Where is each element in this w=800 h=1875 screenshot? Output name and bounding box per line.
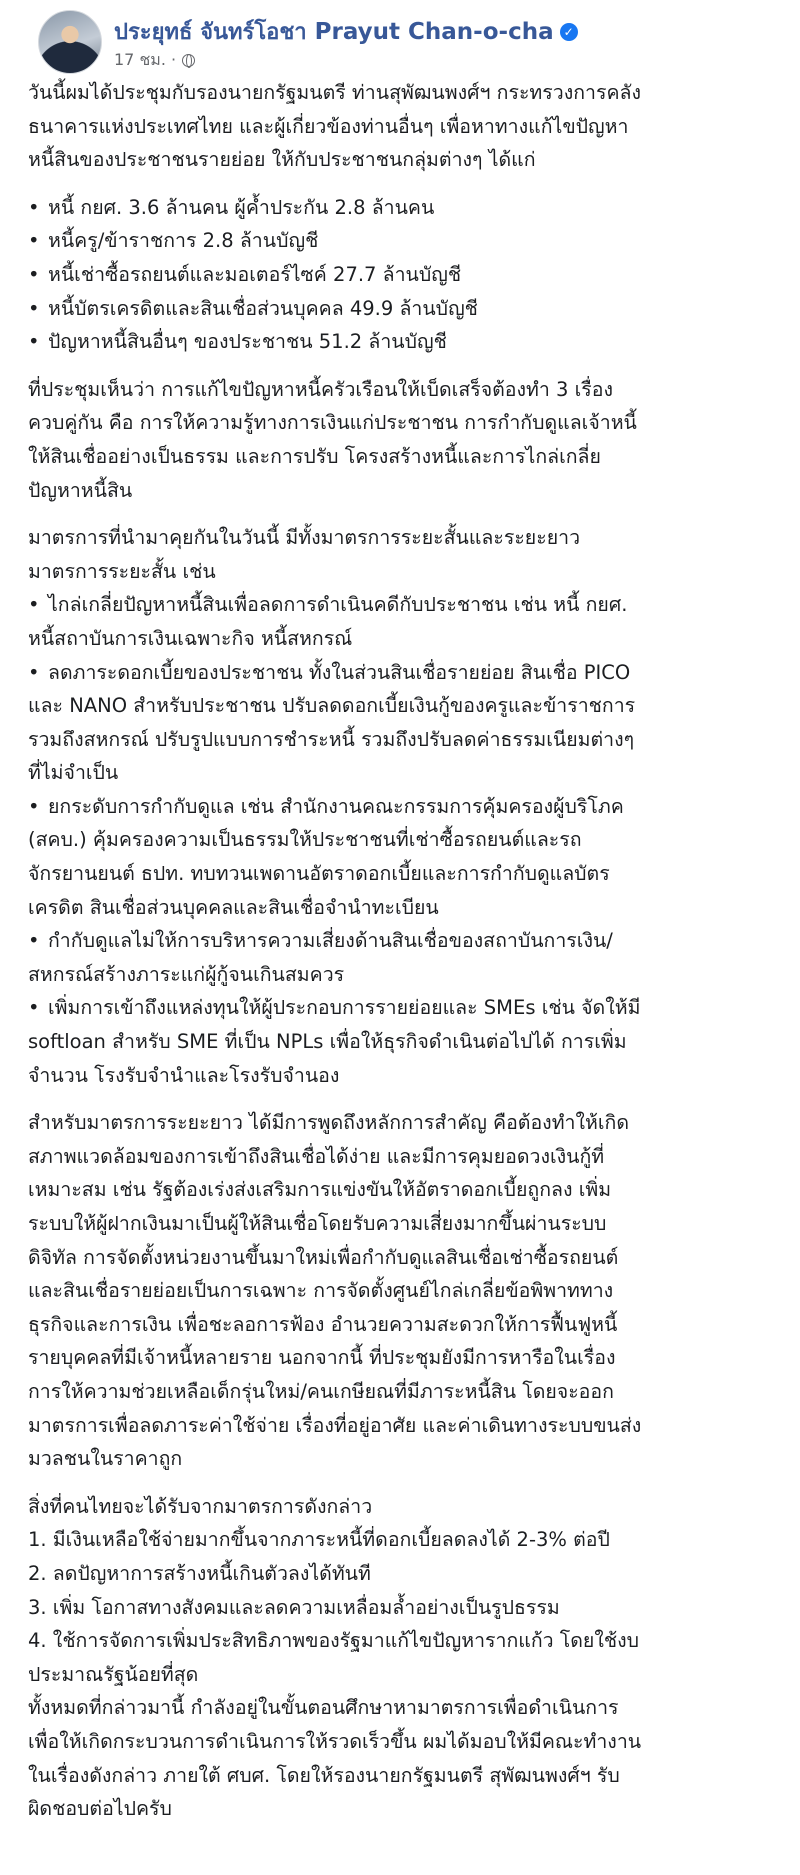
closing-line: ทั้งหมดที่กล่าวมานี้ กำลังอยู่ในขั้นตอนศึกษาหามาตรการเพื่อดำเนินการ	[28, 1696, 619, 1720]
long-term-line: สภาพแวดล้อมของการเข้าถึงสินเชื่อได้ง่าย และมีการคุมยอดวงเงินกู้ที่	[28, 1144, 605, 1168]
bullet-icon: •	[28, 996, 40, 1020]
bullet-icon: •	[28, 262, 40, 286]
short-term-item-text: ไกล่เกลี่ยปัญหาหนี้สินเพื่อลดการดำเนินคดีกับประชาชน เช่น หนี้ กยศ.	[48, 593, 628, 617]
measures-intro-paragraph	[28, 521, 770, 588]
short-term-item-line	[28, 689, 770, 723]
verified-badge-icon: ✓	[560, 23, 578, 41]
meeting-line: ที่ประชุมเห็นว่า การแก้ไขปัญหาหนี้ครัวเรือนให้เบ็ดเสร็จต้องทำ 3 เรื่อง	[28, 377, 614, 401]
short-term-item-text: ที่ไม่จำเป็น	[28, 761, 119, 785]
benefits-paragraph	[28, 1490, 770, 1692]
author-name-english[interactable]: Prayut Chan-o-cha	[314, 18, 554, 45]
short-term-item-text: กำกับดูแลไม่ให้การบริหารความเสี่ยงด้านสินเชื่อของสถาบันการเงิน/	[48, 929, 613, 953]
bullet-icon: •	[28, 660, 40, 684]
long-term-line: มวลชนในราคาถูก	[28, 1447, 183, 1471]
short-term-item-line	[28, 588, 770, 622]
short-term-item-line	[28, 924, 770, 958]
short-term-item-text: softloan สำหรับ SME ที่เป็น NPLs เพื่อให้ธุรกิจดำเนินต่อไปได้ การเพิ่ม	[28, 1030, 627, 1054]
debt-item	[28, 224, 770, 258]
meeting-line: ให้สินเชื่ออย่างเป็นธรรม และการปรับ โครงสร้างหนี้และการไกล่เกลี่ย	[28, 444, 601, 468]
long-term-line: ดิจิทัล การจัดตั้งหน่วยงานขึ้นมาใหม่เพื่อกำกับดูแลสินเชื่อเช่าซื้อรถยนต์	[28, 1245, 619, 1269]
meeting-line: ควบคู่กัน คือ การให้ความรู้ทางการเงินแก่ประชาชน การกำกับดูแลเจ้าหนี้	[28, 411, 637, 435]
globe-icon[interactable]	[182, 54, 195, 67]
short-term-item-line	[28, 991, 770, 1025]
benefit-item: 1. มีเงินเหลือใช้จ่ายมากขึ้นจากภาระหนี้ที่ดอกเบี้ยลดลงได้ 2-3% ต่อปี	[28, 1528, 610, 1552]
debt-item-text: หนี้บัตรเครดิตและสินเชื่อส่วนบุคคล 49.9 ล้านบัญชี	[48, 296, 478, 320]
debt-item-text: หนี้ กยศ. 3.6 ล้านคน ผู้ค้ำประกัน 2.8 ล้านคน	[48, 195, 435, 219]
short-term-item-text: จำนวน โรงรับจำนำและโรงรับจำนอง	[28, 1063, 340, 1087]
benefit-item: 3. เพิ่ม โอกาสทางสังคมและลดความเหลื่อมล้ำอย่างเป็นรูปธรรม	[28, 1595, 560, 1619]
intro-line: วันนี้ผมได้ประชุมกับรองนายกรัฐมนตรี ท่านสุพัฒนพงศ์ฯ กระทรวงการคลัง	[28, 81, 641, 104]
post-body	[20, 76, 780, 1826]
bullet-icon: •	[28, 296, 40, 320]
short-term-item-text: ยกระดับการกำกับดูแล เช่น สำนักงานคณะกรรมการคุ้มครองผู้บริโภค	[48, 794, 624, 818]
debt-item	[28, 292, 770, 326]
long-term-line: การให้ความช่วยเหลือเด็กรุ่นใหม่/คนเกษียณที่มีภาระหนี้สิน โดยจะออก	[28, 1379, 614, 1403]
closing-line: เพื่อให้เกิดกระบวนการดำเนินการให้รวดเร็วขึ้น ผมได้มอบให้มีคณะทำงาน	[28, 1729, 642, 1753]
measures-intro-line: มาตรการระยะสั้น เช่น	[28, 559, 216, 583]
short-term-item-line	[28, 823, 770, 857]
short-term-item-line	[28, 857, 770, 891]
meeting-paragraph	[28, 373, 770, 507]
measures-intro-line: มาตรการที่นำมาคุยกันในวันนี้ มีทั้งมาตรการระยะสั้นและระยะยาว	[28, 526, 581, 550]
short-term-item-line	[28, 656, 770, 690]
benefits-title: สิ่งที่คนไทยจะได้รับจากมาตรการดังกล่าว	[28, 1494, 373, 1518]
long-term-line: เหมาะสม เช่น รัฐต้องเร่งส่งเสริมการแข่งขันให้อัตราดอกเบี้ยถูกลง เพิ่ม	[28, 1178, 612, 1202]
short-term-item-text: และ NANO สำหรับประชาชน ปรับลดดอกเบี้ยเงินกู้ของครูและข้าราชการ	[28, 694, 636, 718]
post-header	[20, 0, 780, 76]
bullet-icon: •	[28, 330, 40, 354]
author-name-row	[114, 14, 578, 49]
short-term-item-text: หนี้สถาบันการเงินเฉพาะกิจ หนี้สหกรณ์	[28, 626, 353, 650]
benefit-item: 2. ลดปัญหาการสร้างหนี้เกินตัวลงได้ทันที	[28, 1561, 371, 1585]
closing-line: ในเรื่องดังกล่าว ภายใต้ ศบศ. โดยให้รองนายกรัฐมนตรี สุพัฒนพงศ์ฯ รับ	[28, 1763, 620, 1787]
debt-list	[28, 191, 770, 359]
short-term-item-line	[28, 723, 770, 757]
long-term-paragraph	[28, 1106, 770, 1476]
debt-item-text: ปัญหาหนี้สินอื่นๆ ของประชาชน 51.2 ล้านบัญชี	[48, 330, 447, 354]
short-term-item-text: ลดภาระดอกเบี้ยของประชาชน ทั้งในส่วนสินเชื่อรายย่อย สินเชื่อ PICO	[48, 660, 631, 684]
short-term-item-text: สหกรณ์สร้างภาระแก่ผู้กู้จนเกินสมควร	[28, 962, 345, 986]
post-meta	[114, 48, 195, 73]
long-term-line: รายบุคคลที่มีเจ้าหนี้หลายราย นอกจากนี้ ที่ประชุมยังมีการหารือในเรื่อง	[28, 1346, 616, 1370]
closing-line: ผิดชอบต่อไปครับ	[28, 1797, 172, 1821]
closing-paragraph	[28, 1691, 770, 1825]
author-avatar[interactable]	[38, 10, 102, 74]
bullet-icon: •	[28, 593, 40, 617]
bullet-icon: •	[28, 794, 40, 818]
debt-item	[28, 325, 770, 359]
benefit-item: ประมาณรัฐน้อยที่สุด	[28, 1662, 199, 1686]
short-term-item-line	[28, 1025, 770, 1059]
long-term-line: ธุรกิจและการเงิน เพื่อชะลอการฟ้อง อำนวยความสะดวกให้การฟื้นฟูหนี้	[28, 1312, 618, 1336]
short-term-item-text: รวมถึงสหกรณ์ ปรับรูปแบบการชำระหนี้ รวมถึงปรับลดค่าธรรมเนียมต่างๆ	[28, 727, 635, 751]
short-term-item-text: จักรยานยนต์ ธปท. ทบทวนเพดานอัตราดอกเบี้ยและการกำกับดูแลบัตร	[28, 862, 610, 886]
long-term-line: ระบบให้ผู้ฝากเงินมาเป็นผู้ให้สินเชื่อโดยรับความเสี่ยงมากขึ้นผ่านระบบ	[28, 1212, 607, 1235]
author-name-thai[interactable]: ประยุทธ์ จันทร์โอชา	[114, 20, 307, 45]
short-term-item-text: เครดิต สินเชื่อส่วนบุคคลและสินเชื่อจำนำทะเบียน	[28, 895, 439, 919]
short-term-item-line	[28, 756, 770, 790]
bullet-icon: •	[28, 195, 40, 219]
short-term-item-text: (สคบ.) คุ้มครองความเป็นธรรมให้ประชาชนที่เช่าซื้อรถยนต์และรถ	[28, 828, 582, 852]
intro-line: หนี้สินของประชาชนรายย่อย ให้กับประชาชนกลุ่มต่างๆ ได้แก่	[28, 148, 536, 172]
debt-item	[28, 191, 770, 225]
short-term-item-line	[28, 1059, 770, 1093]
benefit-item: 4. ใช้การจัดการเพิ่มประสิทธิภาพของรัฐมาแก้ไขปัญหารากแก้ว โดยใช้งบ	[28, 1629, 640, 1653]
debt-item	[28, 258, 770, 292]
debt-item-text: หนี้ครู/ข้าราชการ 2.8 ล้านบัญชี	[48, 229, 319, 253]
intro-line: ธนาคารแห่งประเทศไทย และผู้เกี่ยวข้องท่านอื่นๆ เพื่อหาทางแก้ไขปัญหา	[28, 114, 629, 138]
short-term-item-line	[28, 958, 770, 992]
debt-item-text: หนี้เช่าซื้อรถยนต์และมอเตอร์ไซค์ 27.7 ล้านบัญชี	[48, 262, 462, 286]
long-term-line: มาตรการเพื่อลดภาระค่าใช้จ่าย เรื่องที่อยู่อาศัย และค่าเดินทางระบบขนส่ง	[28, 1413, 642, 1437]
intro-paragraph	[28, 76, 770, 177]
post-timestamp[interactable]: 17 ชม. ·	[114, 50, 177, 69]
short-term-list	[28, 588, 770, 1092]
short-term-item-line	[28, 622, 770, 656]
short-term-item-line	[28, 891, 770, 925]
long-term-line: สำหรับมาตรการระยะยาว ได้มีการพูดถึงหลักการสำคัญ คือต้องทำให้เกิด	[28, 1111, 630, 1135]
bullet-icon: •	[28, 229, 40, 253]
long-term-line: และสินเชื่อรายย่อยเป็นการเฉพาะ การจัดตั้งศูนย์ไกล่เกลี่ยข้อพิพาททาง	[28, 1279, 614, 1303]
meeting-line: ปัญหาหนี้สิน	[28, 478, 133, 502]
bullet-icon: •	[28, 929, 40, 953]
short-term-item-text: เพิ่มการเข้าถึงแหล่งทุนให้ผู้ประกอบการรายย่อยและ SMEs เช่น จัดให้มี	[48, 996, 641, 1020]
short-term-item-line	[28, 790, 770, 824]
